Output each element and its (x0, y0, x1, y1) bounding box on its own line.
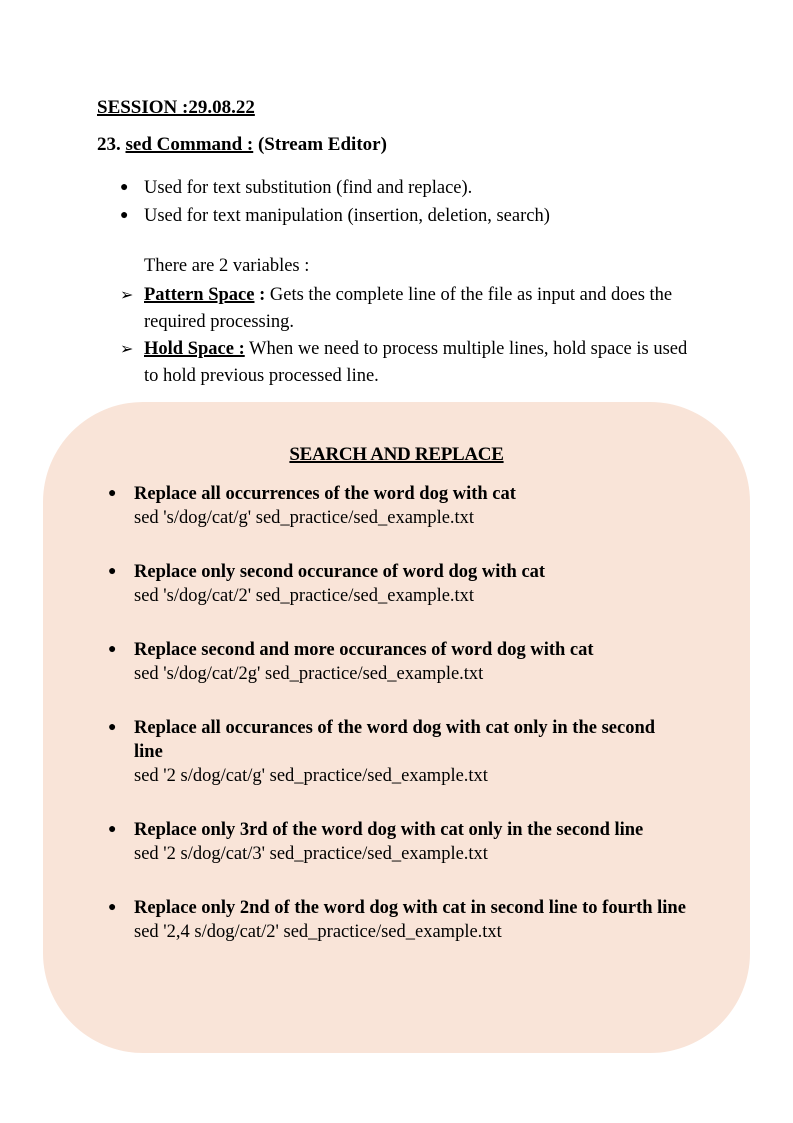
list-item (120, 202, 550, 230)
list-item (120, 336, 690, 390)
list-item (108, 896, 688, 944)
item-command: sed 's/dog/cat/2g' sed_practice/sed_example.txt (134, 664, 484, 684)
heading-subtitle: (Stream Editor) (253, 134, 387, 155)
bullet-dot-icon: ● (108, 900, 117, 915)
variable-term: Hold Space : (144, 339, 245, 359)
heading-command: sed Command : (125, 134, 254, 155)
item-title: Replace only 2nd of the word dog with cat in second line to fourth line (134, 898, 686, 918)
variables-intro: There are 2 variables : (144, 256, 310, 276)
bullet-dot-icon: ● (108, 564, 117, 579)
variable-term: Pattern Space (144, 285, 255, 305)
item-command: sed '2 s/dog/cat/g' sed_practice/sed_example.txt (134, 766, 488, 786)
item-command: sed '2 s/dog/cat/3' sed_practice/sed_example.txt (134, 844, 488, 864)
item-title: Replace only second occurance of word dog with cat (134, 562, 546, 582)
section-heading (97, 134, 387, 156)
list-item (120, 174, 550, 202)
uses-list (120, 174, 550, 230)
item-title: Replace only 3rd of the word dog with cat only in the second line (134, 820, 644, 840)
variable-separator: : (254, 285, 266, 305)
panel-title: SEARCH AND REPLACE (289, 444, 504, 465)
list-item (108, 716, 688, 788)
variable-description: When we need to process multiple lines, hold space is used to hold previous processed line. (144, 339, 688, 386)
list-item (120, 282, 690, 336)
bullet-dot-icon: ● (120, 208, 129, 223)
list-item-text: Used for text manipulation (insertion, deletion, search) (144, 206, 550, 226)
item-command: sed '2,4 s/dog/cat/2' sed_practice/sed_example.txt (134, 922, 502, 942)
list-item-text: Used for text substitution (find and replace). (144, 178, 473, 198)
list-item (108, 818, 688, 866)
bullet-dot-icon: ● (108, 642, 117, 657)
session-date: SESSION :29.08.22 (97, 97, 255, 118)
arrow-bullet-icon: ➢ (120, 287, 134, 304)
list-item (108, 638, 688, 686)
arrow-bullet-icon: ➢ (120, 341, 134, 358)
search-replace-list (108, 482, 688, 974)
bullet-dot-icon: ● (108, 720, 117, 735)
item-title: Replace all occurrences of the word dog with cat (134, 484, 516, 504)
item-command: sed 's/dog/cat/2' sed_practice/sed_example.txt (134, 586, 475, 606)
variable-description: Gets the complete line of the file as input and does the required processing. (144, 285, 673, 332)
item-title: Replace second and more occurances of word dog with cat (134, 640, 594, 660)
heading-number: 23. (97, 134, 121, 155)
bullet-dot-icon: ● (108, 822, 117, 837)
bullet-dot-icon: ● (120, 180, 129, 195)
variables-list (120, 282, 690, 390)
item-title: Replace all occurances of the word dog with cat only in the second line (134, 718, 656, 762)
bullet-dot-icon: ● (108, 486, 117, 501)
item-command: sed 's/dog/cat/g' sed_practice/sed_example.txt (134, 508, 475, 528)
list-item (108, 560, 688, 608)
list-item (108, 482, 688, 530)
